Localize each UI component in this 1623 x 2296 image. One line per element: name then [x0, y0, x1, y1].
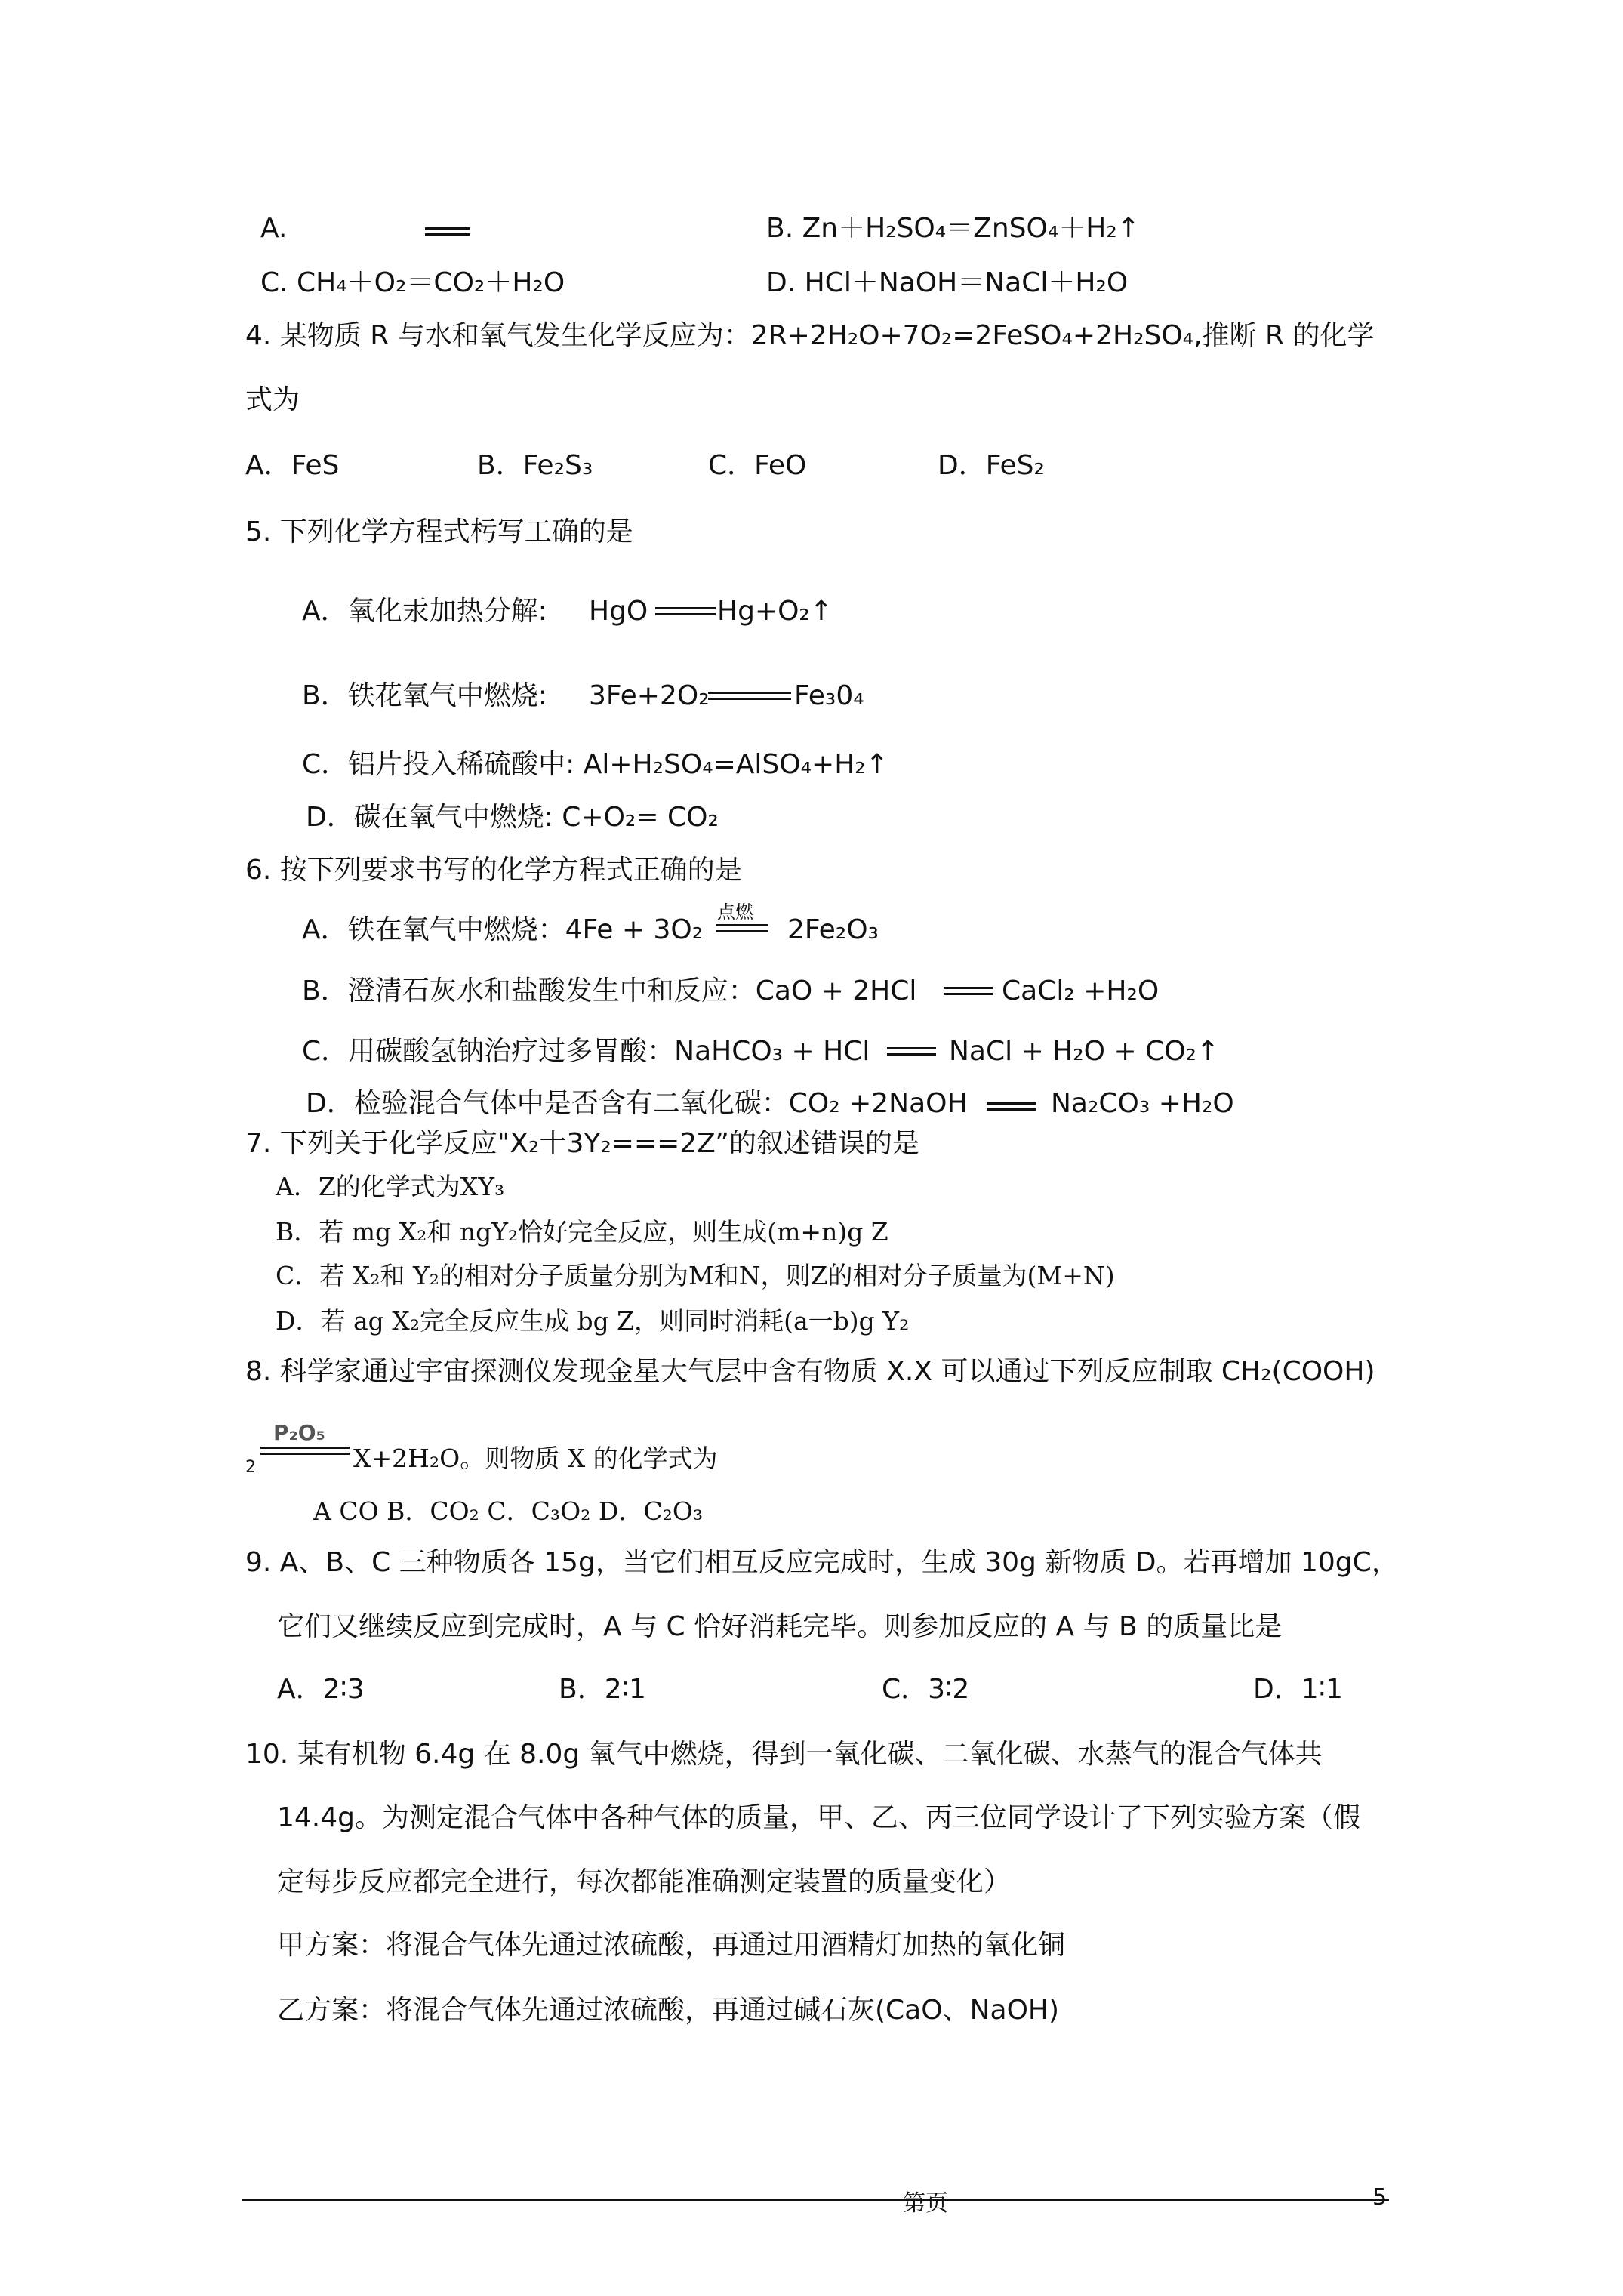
q6-stem: 6. 按下列要求书写的化学方程式正确的是: [245, 855, 742, 886]
equals-sign: [716, 924, 768, 932]
q6-option-d-right: Na₂CO₃ +H₂O: [1051, 1088, 1234, 1119]
q5-option-d: D．碳在氧气中燃烧: C+O₂= CO₂: [306, 802, 719, 833]
q3-option-d: D. HCl＋NaOH＝NaCl＋H₂O: [766, 267, 1129, 298]
q4-option-c: C．FeO: [708, 450, 807, 481]
equals-sign: [425, 227, 470, 236]
q6-option-c-label: C．用碳酸氢钠治疗过多胃酸：NaHCO₃ + HCl: [302, 1036, 870, 1067]
q4-option-a: A．FeS: [245, 450, 340, 481]
q9-option-b: B．2∶1: [559, 1674, 646, 1705]
q8-stem-line1: 8. 科学家通过宇宙探测仪发现金星大气层中含有物质 X.X 可以通过下列反应制取 CH₂(COOH): [245, 1356, 1375, 1387]
equals-sign: [944, 987, 993, 995]
q5-option-a-right: Hg+O₂↑: [717, 596, 833, 627]
q10-plan-b: 乙方案：将混合气体先通过浓硫酸，再通过碱石灰(CaO、NaOH): [277, 1995, 1060, 2026]
q3-option-b: B. Zn＋H₂SO₄＝ZnSO₄＋H₂↑: [766, 213, 1140, 244]
q9-stem-line2: 它们又继续反应到完成时，A 与 C 恰好消耗完毕。则参加反应的 A 与 B 的质量比是: [277, 1611, 1283, 1642]
equals-sign: [260, 1447, 350, 1455]
q10-plan-a: 甲方案：将混合气体先通过浓硫酸，再通过用酒精灯加热的氧化铜: [277, 1930, 1066, 1961]
q6-option-a-label: A．铁在氧气中燃烧：4Fe + 3O₂: [302, 914, 704, 945]
q7-option-a: A．Z的化学式为XY₃: [276, 1172, 505, 1201]
q7-option-c: C．若 X₂和 Y₂的相对分子质量分别为M和N，则Z的相对分子质量为(M+N): [276, 1261, 1115, 1290]
q5-option-b-right: Fe₃0₄: [794, 680, 864, 711]
q9-option-c: C．3∶2: [882, 1674, 970, 1705]
footer-rule: [242, 2199, 1389, 2201]
equals-sign: [987, 1102, 1036, 1111]
q6-option-a-condition: 点燃: [717, 901, 753, 923]
q9-option-d: D．1∶1: [1253, 1674, 1343, 1705]
q4-option-b: B．Fe₂S₃: [477, 450, 593, 481]
q4-option-d: D．FeS₂: [938, 450, 1045, 481]
q3-option-a: A.: [260, 213, 288, 244]
q5-option-a-label: A．氧化汞加热分解:: [302, 596, 547, 627]
q10-line2: 14.4g。为测定混合气体中各种气体的质量，甲、乙、丙三位同学设计了下列实验方案（假: [277, 1802, 1361, 1833]
q5-option-b-label: B．铁花氧气中燃烧:: [302, 680, 547, 711]
q8-condition: P₂O₅: [273, 1420, 325, 1445]
q10-line1: 10. 某有机物 6.4g 在 8.0g 氧气中燃烧，得到一氧化碳、二氧化碳、水蒸气的混合气体共: [245, 1739, 1323, 1770]
q8-options: A CO B．CO₂ C．C₃O₂ D．C₂O₃: [313, 1496, 704, 1526]
q5-stem: 5. 下列化学方程式杇写工确的是: [245, 516, 633, 547]
equals-sign: [887, 1047, 936, 1056]
q8-subscript: 2: [245, 1458, 256, 1477]
q7-stem: 7. 下列关于化学反应"X₂十3Y₂===2Z”的叙述错误的是: [245, 1128, 919, 1159]
q9-option-a: A．2∶3: [277, 1674, 365, 1705]
q7-option-d: D．若 ag X₂完全反应生成 bg Z，则同时消耗(a一b)g Y₂: [276, 1306, 910, 1336]
equals-sign: [655, 607, 716, 615]
q9-stem-line1: 9. A、B、C 三种物质各 15g，当它们相互反应完成时，生成 30g 新物质 D。若再增加 10gC，: [245, 1547, 1399, 1578]
equals-sign: [708, 692, 791, 700]
footer-page-number: 5: [1372, 2184, 1387, 2211]
q5-option-a-left: HgO: [589, 596, 648, 627]
q4-stem-line1: 4. 某物质 R 与水和氧气发生化学反应为：2R+2H₂O+7O₂=2FeSO₄+2H₂SO₄,推断 R 的化学: [245, 320, 1375, 351]
q4-stem-line2: 式为: [245, 384, 300, 415]
q10-line3: 定每步反应都完全进行，每次都能准确测定装置的质量变化）: [277, 1866, 1012, 1897]
q3-option-c: C. CH₄＋O₂＝CO₂＋H₂O: [260, 267, 565, 298]
q5-option-b-left: 3Fe+2O₂: [589, 680, 710, 711]
q6-option-b-right: CaCl₂ +H₂O: [1002, 975, 1160, 1006]
q6-option-a-right: 2Fe₂O₃: [787, 914, 879, 945]
footer-page-label: 第页: [903, 2190, 948, 2217]
q7-option-b: B．若 mg X₂和 ngY₂恰好完全反应，则生成(m+n)g Z: [276, 1217, 888, 1247]
q6-option-c-right: NaCl + H₂O + CO₂↑: [949, 1036, 1220, 1067]
q6-option-b-label: B．澄清石灰水和盐酸发生中和反应：CaO + 2HCl: [302, 975, 917, 1006]
q5-option-c: C．铝片投入稀硫酸中: Al+H₂SO₄=AlSO₄+H₂↑: [302, 749, 888, 780]
q6-option-d-label: D．检验混合气体中是否含有二氧化碳：CO₂ +2NaOH: [306, 1088, 968, 1119]
q8-stem-rest: X+2H₂O。则物质 X 的化学式为: [353, 1444, 718, 1473]
